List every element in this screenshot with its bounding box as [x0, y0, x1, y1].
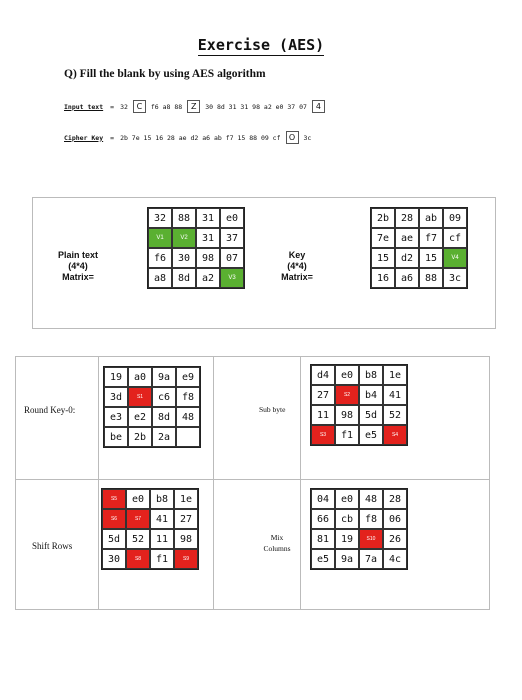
matrix-cell: 19: [104, 367, 128, 387]
matrix-cell: be: [104, 427, 128, 447]
matrix-cell: 48: [359, 489, 383, 509]
cipher-key-part2: 3c: [303, 133, 312, 142]
input-text-part3: 30 8d 31 31 98 a2 e0 37 07: [205, 102, 307, 111]
matrix-cell: 32: [148, 208, 172, 228]
key-label: Key (4*4) Matrix=: [281, 250, 313, 282]
matrix-cell: f7: [419, 228, 443, 248]
blank-cell[interactable]: V3: [220, 268, 244, 288]
input-text-line: [64, 100, 327, 113]
plain-text-label: Plain text (4*4) Matrix=: [57, 250, 98, 282]
blank-cell[interactable]: V1: [148, 228, 172, 248]
matrix-cell: 27: [174, 509, 198, 529]
matrix-cell: b8: [150, 489, 174, 509]
matrix-cell: a8: [148, 268, 172, 288]
table-divider: [98, 356, 99, 609]
matrix-cell: 31: [196, 208, 220, 228]
matrix-cell: 98: [335, 405, 359, 425]
matrix-cell: f8: [359, 509, 383, 529]
blank-cell[interactable]: S7: [126, 509, 150, 529]
cipher-key-part1: 2b 7e 15 16 28 ae d2 a6 ab f7 15 88 09 cf: [120, 133, 281, 142]
blank-cell[interactable]: S9: [174, 549, 198, 569]
matrix-cell: 88: [419, 268, 443, 288]
blank-cell[interactable]: S3: [311, 425, 335, 445]
matrix-cell: b8: [359, 365, 383, 385]
round-key-label: Round Key-0:: [24, 405, 76, 415]
blank-cell[interactable]: S5: [102, 489, 126, 509]
rounds-table: [15, 356, 490, 610]
cipher-blank-1[interactable]: O: [286, 131, 299, 144]
matrix-cell: f1: [150, 549, 174, 569]
matrix-cell: a2: [196, 268, 220, 288]
input-text-part2: f6 a8 88: [150, 102, 183, 111]
matrix-cell: 88: [172, 208, 196, 228]
cipher-key-eq: =: [110, 133, 115, 142]
matrix-cell: 06: [383, 509, 407, 529]
cipher-key-label: Cipher Key: [64, 133, 104, 142]
matrix-cell: 9a: [152, 367, 176, 387]
matrix-cell: b4: [359, 385, 383, 405]
matrix-cell: e3: [104, 407, 128, 427]
matrix-cell: 9a: [335, 549, 359, 569]
matrix-cell: 07: [220, 248, 244, 268]
matrix-cell: e9: [176, 367, 200, 387]
matrix-cell: 7e: [371, 228, 395, 248]
blank-cell[interactable]: V4: [443, 248, 467, 268]
matrix-cell: 7a: [359, 549, 383, 569]
matrix-cell: 04: [311, 489, 335, 509]
matrix-cell: 28: [383, 489, 407, 509]
matrix-cell: 52: [383, 405, 407, 425]
matrix-cell: 3d: [104, 387, 128, 407]
matrix-cell: 09: [443, 208, 467, 228]
mix-columns-matrix: [310, 488, 408, 570]
matrix-cell: e0: [335, 365, 359, 385]
key-matrix: [370, 207, 468, 289]
matrix-cell: 2a: [152, 427, 176, 447]
matrix-cell: 48: [176, 407, 200, 427]
matrix-cell: 11: [311, 405, 335, 425]
input-blank-3[interactable]: 4: [312, 100, 325, 113]
page-title: Exercise (AES): [197, 36, 325, 54]
matrix-cell: f1: [335, 425, 359, 445]
matrix-cell: 52: [126, 529, 150, 549]
matrix-cell: c6: [152, 387, 176, 407]
matrix-cell: 1e: [383, 365, 407, 385]
cipher-key-line: [64, 131, 314, 144]
matrix-cell: 15: [371, 248, 395, 268]
mix-columns-label: Mix Columns: [263, 533, 291, 553]
sub-byte-label: Sub byte: [259, 405, 286, 414]
blank-cell[interactable]: S1: [128, 387, 152, 407]
input-text-part1: 32: [120, 102, 128, 111]
matrix-cell: f8: [176, 387, 200, 407]
matrix-cell: 5d: [102, 529, 126, 549]
matrix-cell: e0: [126, 489, 150, 509]
blank-cell[interactable]: S6: [102, 509, 126, 529]
input-blank-2[interactable]: Z: [187, 100, 200, 113]
matrix-cell: 37: [220, 228, 244, 248]
matrix-cell: d2: [395, 248, 419, 268]
matrix-cell: 41: [150, 509, 174, 529]
matrix-cell: ab: [419, 208, 443, 228]
matrix-cell: 2b: [371, 208, 395, 228]
matrix-cell: 30: [172, 248, 196, 268]
matrix-cell: 31: [196, 228, 220, 248]
table-divider: [15, 479, 489, 480]
blank-cell[interactable]: S4: [383, 425, 407, 445]
matrix-cell: 1e: [174, 489, 198, 509]
matrix-cell: 2b: [128, 427, 152, 447]
matrix-cell: 5d: [359, 405, 383, 425]
sub-byte-matrix: [310, 364, 408, 446]
input-text-eq: =: [110, 102, 115, 111]
matrix-cell: 28: [395, 208, 419, 228]
matrix-cell: 98: [196, 248, 220, 268]
blank-cell[interactable]: S2: [335, 385, 359, 405]
plain-matrix: [147, 207, 245, 289]
matrix-cell: 3c: [443, 268, 467, 288]
matrix-cell: e0: [220, 208, 244, 228]
matrix-cell: 15: [419, 248, 443, 268]
matrix-cell: a0: [128, 367, 152, 387]
matrix-cell: 16: [371, 268, 395, 288]
question-text: Q) Fill the blank by using AES algorithm: [64, 68, 266, 80]
input-text-label: Input text: [64, 102, 104, 111]
matrix-cell: f6: [148, 248, 172, 268]
round-key-matrix: [103, 366, 201, 448]
blank-cell[interactable]: V2: [172, 228, 196, 248]
table-divider: [300, 356, 301, 609]
matrix-cell: a6: [395, 268, 419, 288]
matrix-cell: 98: [174, 529, 198, 549]
matrix-cell: 81: [311, 529, 335, 549]
matrix-cell: ae: [395, 228, 419, 248]
matrix-cell: 66: [311, 509, 335, 529]
matrix-cell: 27: [311, 385, 335, 405]
matrix-cell: cb: [335, 509, 359, 529]
table-divider: [213, 356, 214, 609]
matrix-cell: 11: [150, 529, 174, 549]
matrix-cell: d4: [311, 365, 335, 385]
matrix-cell: 4c: [383, 549, 407, 569]
blank-cell[interactable]: S8: [126, 549, 150, 569]
matrix-cell: 41: [383, 385, 407, 405]
blank-cell[interactable]: S10: [359, 529, 383, 549]
matrix-cell: 26: [383, 529, 407, 549]
blank-cell[interactable]: [176, 427, 200, 447]
matrix-cell: e5: [311, 549, 335, 569]
input-blank-1[interactable]: C: [133, 100, 146, 113]
shift-rows-matrix: [101, 488, 199, 570]
matrix-cell: cf: [443, 228, 467, 248]
matrix-cell: e0: [335, 489, 359, 509]
matrix-cell: e5: [359, 425, 383, 445]
shift-rows-label: Shift Rows: [32, 541, 73, 551]
matrix-cell: 8d: [172, 268, 196, 288]
matrix-cell: 30: [102, 549, 126, 569]
matrix-cell: e2: [128, 407, 152, 427]
matrix-cell: 19: [335, 529, 359, 549]
matrix-cell: 8d: [152, 407, 176, 427]
